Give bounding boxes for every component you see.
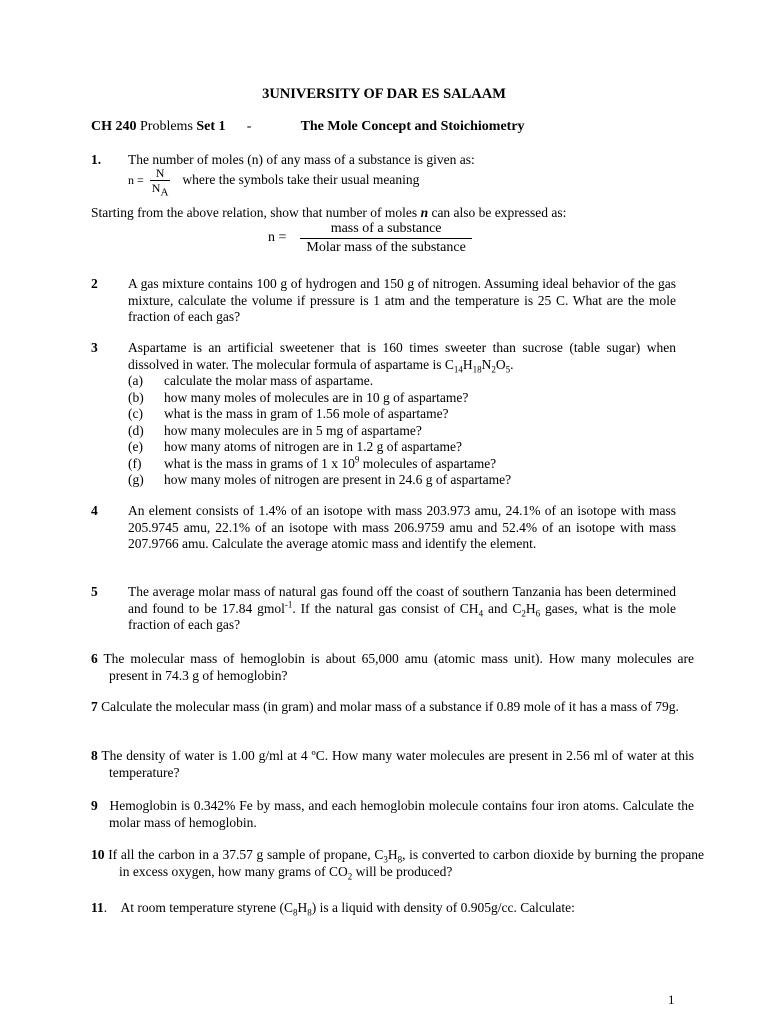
q10-text: If all the carbon in a 37.57 g sample of propane, $C_3H_8$, is converted to carbon dioxide by burning the propane in excess oxygen, how many grams of $CO_2$ will be produced? <box>108 847 705 882</box>
q8-text: The density of water is 1.00 g/ml at 4 ºC. How many water molecules are present in 2.56 ml of water at this temperature? <box>101 748 694 780</box>
q6-text: The molecular mass of hemoglobin is about 65,000 amu (atomic mass unit). How many molecules are present in 74.3 g of hemoglobin? <box>103 651 694 683</box>
q7-text: Calculate the molecular mass (in gram) and molar mass of a substance if 0.89 mole of it has a mass of 79g. <box>101 699 679 714</box>
q4-number: 4 <box>91 503 98 518</box>
q4-text: An element consists of 1.4% of an isotope with mass 203.973 amu, 24.1% of an isotope with mass 205.9745 amu, 22.1% of an isotope with mass 206.9759 amu and 52.4% of an isotope with mass 207.9766 amu. Calculate the average atomic mass and identify the element. <box>128 503 676 551</box>
list-item: (a) calculate the molar mass of aspartame. <box>128 373 374 388</box>
q1-frac2-denominator: Molar mass of the substance <box>306 240 466 255</box>
q10-number: 10 <box>91 847 105 862</box>
dash: - <box>246 119 252 134</box>
page-title: 3UNIVERSITY OF DAR ES SALAAM <box>262 86 506 102</box>
q7-number: 7 <box>91 699 98 714</box>
q1-frac2-numerator: mass of a substance <box>300 220 471 239</box>
list-item: (g) how many moles of nitrogen are present in 24.6 g of aspartame? <box>128 472 512 487</box>
q1-text: The number of moles (n) of any mass of a substance is given as: <box>128 152 475 167</box>
list-item: (e) how many atoms of nitrogen are in 1.2 g of aspartame? <box>128 439 463 454</box>
q9-number: 9 <box>91 798 98 813</box>
q2-number: 2 <box>91 276 98 291</box>
q6-block <box>91 651 694 684</box>
q1-number: 1. <box>91 152 102 167</box>
page-subtitle <box>91 119 691 136</box>
q10-block <box>91 847 704 880</box>
q1-frac-numerator: N <box>150 166 171 181</box>
topic-title: The Mole Concept and Stoichiometry <box>300 119 525 134</box>
q7-block <box>91 699 694 716</box>
course-code: CH 240 <box>91 119 137 134</box>
list-item: (b) how many moles of molecules are in 10 g of aspartame? <box>128 389 469 405</box>
problems-label: Problems <box>140 119 193 134</box>
q8-block <box>91 748 694 781</box>
q6-number: 6 <box>91 651 98 666</box>
q9-block <box>91 798 694 831</box>
list-item: (c) what is the mass in gram of 1.56 mole of aspartame? <box>128 406 449 421</box>
q11-text: At room temperature styrene $(C_8H_8)$ is a liquid with density of 0.905g/cc. Calculate: <box>120 900 575 918</box>
q1-n-equals2: n = <box>268 230 287 246</box>
q2-text: A gas mixture contains 100 g of hydrogen and 150 g of nitrogen. Assuming ideal behavior of the gas mixture, calculate the volume if pressure is 1 atm and the temperature is 25 C. What are the mole fraction of each gas? <box>128 276 676 324</box>
q1-fraction2 <box>300 220 471 257</box>
q3-subquestions <box>128 373 676 489</box>
page-number: 1 <box>668 992 675 1007</box>
q9-text: Hemoglobin is 0.342% Fe by mass, and each hemoglobin molecule contains four iron atoms. Calculate the molar mass of hemoglobin. <box>109 798 695 830</box>
q8-number: 8 <box>91 748 98 763</box>
q1-formula2 <box>268 220 472 257</box>
q11-number: 11 <box>91 900 104 915</box>
set-label: Set 1 <box>196 119 226 134</box>
q1-starting-text: Starting from the above relation, show that number of moles n can also be expressed as: <box>91 205 567 220</box>
q1-frac-denominator: $N_A$ <box>151 181 169 199</box>
q1-n-equals: n = <box>128 173 144 188</box>
q11-block: 11. At room temperature styrene $(C_8H_8)$ is a liquid with density of 0.905g/cc. Calculate: <box>91 900 575 918</box>
q1-symbols-note: where the symbols take their usual meaning <box>182 172 420 188</box>
q5-number: 5 <box>91 584 98 599</box>
list-item: (d) how many molecules are in 5 mg of aspartame? <box>128 422 422 438</box>
list-item: (f) what is the mass in grams of 1 x $10^9$ molecules of aspartame? <box>128 454 497 471</box>
q3-number: 3 <box>91 340 98 355</box>
q3-text: Aspartame is an artificial sweetener that is 160 times sweeter than sucrose (table sugar) when dissolved in water. The molecular formula of aspartame is $C_{14}H_{18}N_2O_5$. <box>128 340 676 375</box>
q5-text: The average molar mass of natural gas found off the coast of southern Tanzania has been determined and found to be 17.84 gmol$^{-1}$. If the natural gas consist of $CH_4$ and $C_2H_6$ gases, what is the mole fraction of each gas? <box>128 584 676 632</box>
q1-formula <box>128 166 420 199</box>
q1-fraction <box>150 166 171 199</box>
